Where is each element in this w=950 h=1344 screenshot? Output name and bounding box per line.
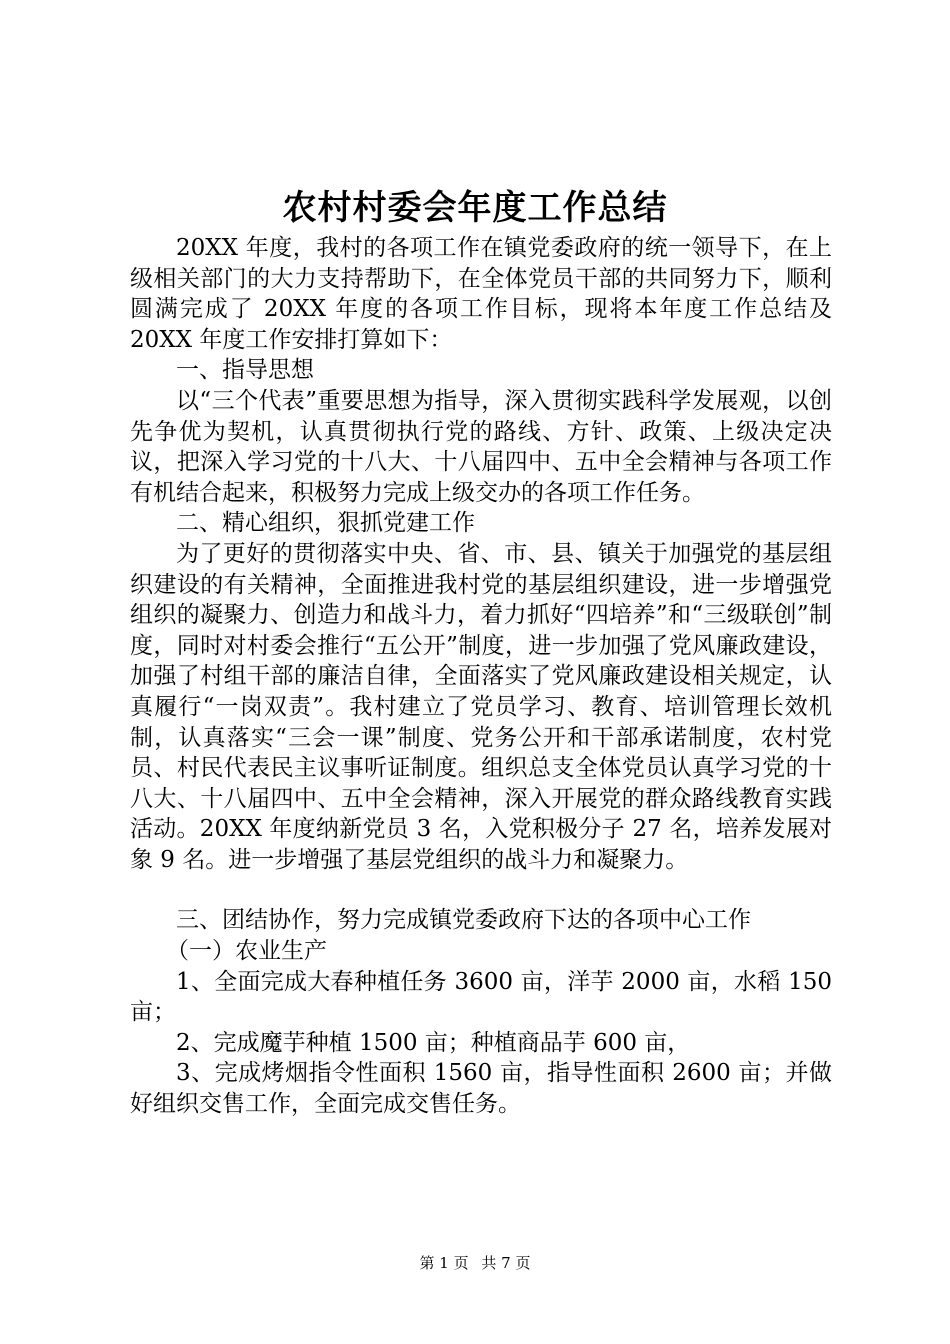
list-item-1: 1、全面完成大春种植任务 3600 亩，洋芋 2000 亩，水稻 150 亩； xyxy=(130,968,832,1026)
intro-paragraph: 20XX 年度，我村的各项工作在镇党委政府的统一领导下，在上级相关部门的大力支持帮助下，在全体党员干部的共同努力下，顺利圆满完成了 20XX 年度的各项工作目标，现将本年度工作总结及 20XX 年度工作安排打算如下： xyxy=(130,235,832,353)
list-item-2: 2、完成魔芋种植 1500 亩；种植商品芋 600 亩， xyxy=(176,1029,691,1056)
subsection-heading-agriculture: （一）农业生产 xyxy=(166,938,327,965)
section-heading-2: 二、精心组织，狠抓党建工作 xyxy=(176,510,475,537)
party-building-paragraph: 为了更好的贯彻落实中央、省、市、县、镇关于加强党的基层组织建设的有关精神，全面推进我村党的基层组织建设，进一步增强党组织的凝聚力、创造力和战斗力，着力抓好“四培养”和“三级联创”制度，同时对村委会推行“五公开”制度，进一步加强了党风廉政建设，加强了村组干部的廉洁自律，全面落实了党风廉政建设相关规定，认真履行“一岗双责”。我村建立了党员学习、教育、培训管理长效机制，认真落实“三会一课”制度、党务公开和干部承诺制度，农村党员、村民代表民主议事听证制度。组织总支全体党员认真学习党的十八大、十八届四中、五中全会精神，深入开展党的群众路线教育实践活动。20XX 年度纳新党员 3 名，入党积极分子 27 名，培养发展对象 9 名。进一步增强了基层党组织的战斗力和凝聚力。 xyxy=(130,540,832,873)
page-total: 共 7 页 xyxy=(481,1254,531,1272)
page-footer xyxy=(0,1253,950,1273)
section-spacer xyxy=(130,875,832,905)
section-heading-3: 三、团结协作，努力完成镇党委政府下达的各项中心工作 xyxy=(176,907,751,934)
page-number: 第 1 页 xyxy=(419,1254,469,1272)
document-body xyxy=(130,233,832,1120)
list-item-3: 3、完成烤烟指令性面积 1560 亩，指导性面积 2600 亩；并做好组织交售工作，全面完成交售任务。 xyxy=(130,1060,832,1118)
document-title: 农村村委会年度工作总结 xyxy=(282,188,668,228)
section-heading-1: 一、指导思想 xyxy=(176,357,314,384)
guiding-thought-paragraph: 以“三个代表”重要思想为指导，深入贯彻实践科学发展观，以创先争优为契机，认真贯彻执行党的路线、方针、政策、上级决定决议，把深入学习党的十八大、十八届四中、五中全会精神与各项工作有机结合起来，积极努力完成上级交办的各项工作任务。 xyxy=(130,387,832,506)
